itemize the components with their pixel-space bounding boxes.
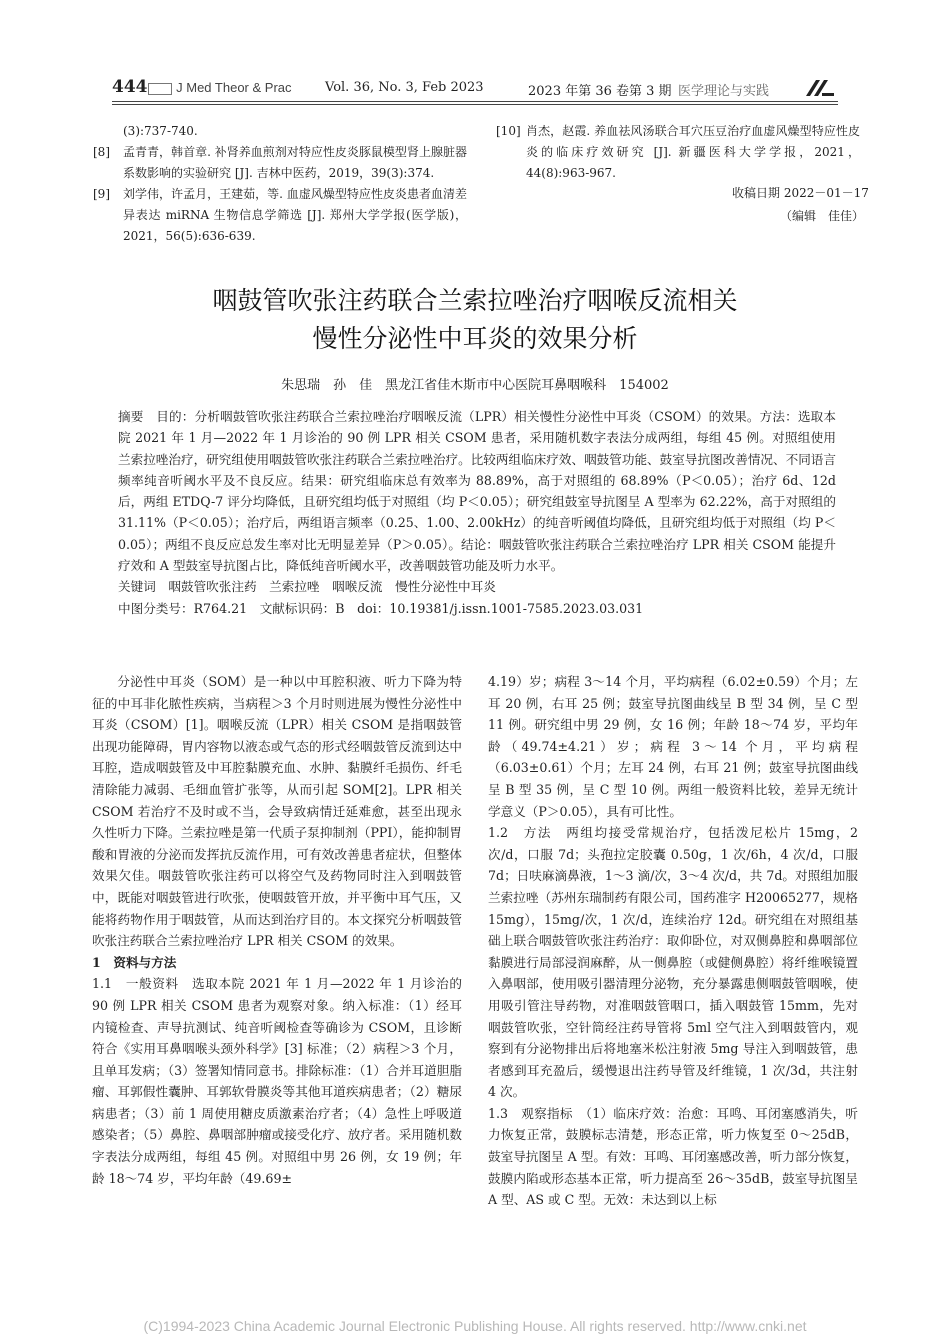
journal-logo-icon [806, 79, 836, 101]
reference-text: 肖杰，赵霞. 养血祛风汤联合耳穴压豆治疗血虚风燥型特应性皮炎的临床疗效研究 [J]. 新疆医科大学学报，2021，44(8):963-967. [526, 124, 860, 180]
journal-en-name: J Med Theor & Prac [176, 80, 292, 95]
reference-text: 孟青青，韩首章. 补肾养血煎剂对特应性皮炎豚鼠模型肾上腺脏器系数影响的实验研究 [J]. 吉林中医药，2019，39(3):374. [123, 145, 467, 180]
body-column-right [488, 671, 858, 1211]
copyright-footer: (C)1994-2023 China Academic Journal Electronic Publishing House. All rights reserved. http://www.cnki.net [143, 1318, 807, 1334]
authors-affiliation: 朱思瑞 孙 佳 黑龙江省佳木斯市中心医院耳鼻咽喉科 154002 [281, 378, 669, 393]
continued-paragraph: 4.19）岁；病程 3～14 个月，平均病程（6.02±0.59）个月；左耳 20 例，右耳 25 例；鼓室导抗图曲线呈 B 型 34 例，呈 C 型 11 例。研究组中男 29 例，女 16 例；年龄 18～74 岁，平均年龄（49.74±4.21）岁；病程 3～14 个月，平均病程（6.03±0.61）个月；左耳 24 例，右耳 21 例；鼓室导抗图曲线呈 B 型 35 例，呈 C 型 10 例。两组一般资料比较，差异无统计学意义（P＞0.05），具有可比性。 [488, 674, 858, 819]
abstract-text: 摘要 目的：分析咽鼓管吹张注药联合兰索拉唑治疗咽喉反流（LPR）相关慢性分泌性中耳炎（CSOM）的效果。方法：选取本院 2021 年 1 月—2022 年 1 月诊治的 90 例 LPR 相关 CSOM 患者，采用随机数字表法分成两组，每组 45 例。对照组使用兰索拉唑治疗，研究组使用咽鼓管吹张注药联合兰索拉唑治疗。比较两组临床疗效、咽鼓管功能、鼓室导抗图改善情况、不同语言频率纯音听阈水平及不良反应。结果：研究组临床总有效率为 88.89%，高于对照组的 68.89%（P＜0.05）；治疗 6d、12d 后，两组 ETDQ-7 评分均降低，且研究组均低于对照组（均 P＜0.05）；研究组鼓室导抗图呈 A 型率为 62.22%，高于对照组的 31.11%（P＜0.05）；治疗后，两组语言频率（0.25、1.00、2.00kHz）的纯音听阈值均降低，且研究组均低于对照组（均 P＜0.05）；两组不良反应总发生率对比无明显差异（P＞0.05）。结论：咽鼓管吹张注药联合兰索拉唑治疗 LPR 相关 CSOM 能提升疗效和 A 型鼓室导抗图占比，降低纯音听阈水平，改善咽鼓管功能及听力水平。 [118, 409, 836, 574]
editor-note: （编辑 佳佳） [780, 209, 865, 223]
journal-cn: 医学理论与实践 [678, 84, 770, 99]
classification: 中图分类号：R764.21 文献标识码：B doi：10.19381/j.issn.1001-7585.2023.03.031 [118, 600, 644, 616]
header-decoration-icon [148, 83, 172, 95]
subsection-1-3: 1.3 观察指标 （1）临床疗效：治愈：耳鸣、耳闭塞感消失，听力恢复正常，鼓膜标志清楚，形态正常，听力恢复至 0～25dB，鼓室导抗图呈 A 型。有效：耳鸣、耳闭塞感改善，听力部分恢复，鼓膜内陷或形态基本正常，听力提高至 26～35dB，鼓室导抗图呈 A 型、AS 或 C 型。无效：未达到以上标 [488, 1105, 858, 1208]
reference-number: [10] [496, 124, 521, 138]
article-title-line-1: 咽鼓管吹张注药联合兰索拉唑治疗咽喉反流相关 [212, 286, 738, 315]
article-title-line-2: 慢性分泌性中耳炎的效果分析 [312, 324, 638, 353]
keywords: 关键词 咽鼓管吹张注药 兰索拉唑 咽喉反流 慢性分泌性中耳炎 [118, 579, 496, 595]
reference-number: [8] [93, 145, 110, 159]
reference-list-right [496, 121, 860, 184]
section-heading: 1 资料与方法 [92, 954, 177, 970]
reference-list-left [93, 121, 467, 247]
reference-text: 刘学伟，许孟月，王建茹，等. 血虚风燥型特应性皮炎患者血清差异表达 miRNA 生物信息学筛选 [J]. 郑州大学学报(医学版)，2021，56(5):636-639. [123, 187, 467, 243]
journal-en [148, 80, 292, 96]
intro-paragraph: 分泌性中耳炎（SOM）是一种以中耳腔积液、听力下降为特征的中耳非化脓性疾病，当病程＞3 个月时则进展为慢性分泌性中耳炎（CSOM）[1]。咽喉反流（LPR）相关 CSOM 是指咽鼓管出现功能障碍，胃内容物以液态或气态的形式经咽鼓管反流到达中耳腔，造成咽鼓管及中耳腔黏膜充血、水肿、黏膜纤毛损伤、纤毛清除能力减弱、毛细血管扩张等，从而引起 SOM[2]。LPR 相关 CSOM 若治疗不及时或不当，会导致病情迁延难愈，甚至出现永久性听力下降。兰索拉唑是第一代质子泵抑制剂（PPI），能抑制胃酸和胃液的分泌而发挥抗反流作用，可有效改善患者症状，但整体效果欠佳。咽鼓管吹张注药可以将空气及药物同时注入到咽鼓管中，既能对咽鼓管进行吹张，使咽鼓管开放，并平衡中耳气压，又能将药物作用于咽鼓管，从而达到治疗目的。本文探究分析咽鼓管吹张注药联合兰索拉唑治疗 LPR 相关 CSOM 的效果。 [92, 674, 462, 949]
reference-number: [9] [93, 187, 110, 201]
issue-cn: 2023 年第 36 卷第 3 期 [528, 84, 672, 99]
received-date: 收稿日期 2022－01－17 [732, 186, 869, 200]
header-rule [112, 101, 838, 102]
reference-item [93, 121, 467, 142]
subsection-1-2: 1.2 方法 两组均接受常规治疗，包括泼尼松片 15mg，2 次/d，口服 7d；头孢拉定胶囊 0.50g，1 次/6h，4 次/d，口服 7d；日呋麻滴鼻液，1～3 滴/次，3～4 次/d，共 7d。对照组加服兰索拉唑（苏州东瑞制药有限公司，国药准字 H20065277，规格 15mg），15mg/次，1 次/d，连续治疗 12d。研究组在对照组基础上联合咽鼓管吹张注药治疗：取仰卧位，对双侧鼻腔和鼻咽部位黏膜进行局部浸润麻醉，从一侧鼻腔（或健侧鼻腔）将纤维喉镜置入鼻咽部，使用吸引器清理分泌物，充分暴露患侧咽鼓管咽喉，使用吸引管注导药物，对准咽鼓管咽口，插入咽鼓管 15mm，先对咽鼓管吹张，空针筒经注药导管将 5ml 空气注入到咽鼓管内，观察到有分泌物排出后将地塞米松注射液 5mg 导注入到咽鼓管，患者感到耳充盈后，缓慢退出注药导管及纤维镜，1 次/3d，共注射 4 次。 [488, 825, 858, 1100]
body-column-left [92, 671, 462, 1189]
reference-item [93, 184, 467, 247]
reference-item [93, 142, 467, 184]
reference-item [496, 121, 860, 184]
abstract-block [118, 406, 836, 619]
subsection-1-1: 1.1 一般资料 选取本院 2021 年 1 月—2022 年 1 月诊治的 90 例 LPR 相关 CSOM 患者为观察对象。纳入标准：（1）经耳内镜检查、声导抗测试、纯音听阈检查等确诊为 CSOM，且诊断符合《实用耳鼻咽喉头颈外科学》[3] 标准；（2）病程＞3 个月，且单耳发病；（3）签署知情同意书。排除标准：（1）合并耳道胆脂瘤、耳郭假性囊肿、耳郭软骨膜炎等其他耳道疾病患者；（2）糖尿病患者；（3）前 1 周使用糖皮质激素治疗者；（4）急性上呼吸道感染者；（5）鼻腔、鼻咽部肿瘤或接受化疗、放疗者。采用随机数字表法分成两组，每组 45 例。对照组中男 26 例，女 19 例；年龄 18～74 岁，平均年龄（49.69± [92, 976, 462, 1186]
header-rule-2 [112, 104, 838, 105]
reference-text: (3):737-740. [123, 124, 198, 138]
page-number: 444 [112, 77, 148, 97]
volume-info: Vol. 36, No. 3, Feb 2023 [325, 80, 484, 95]
